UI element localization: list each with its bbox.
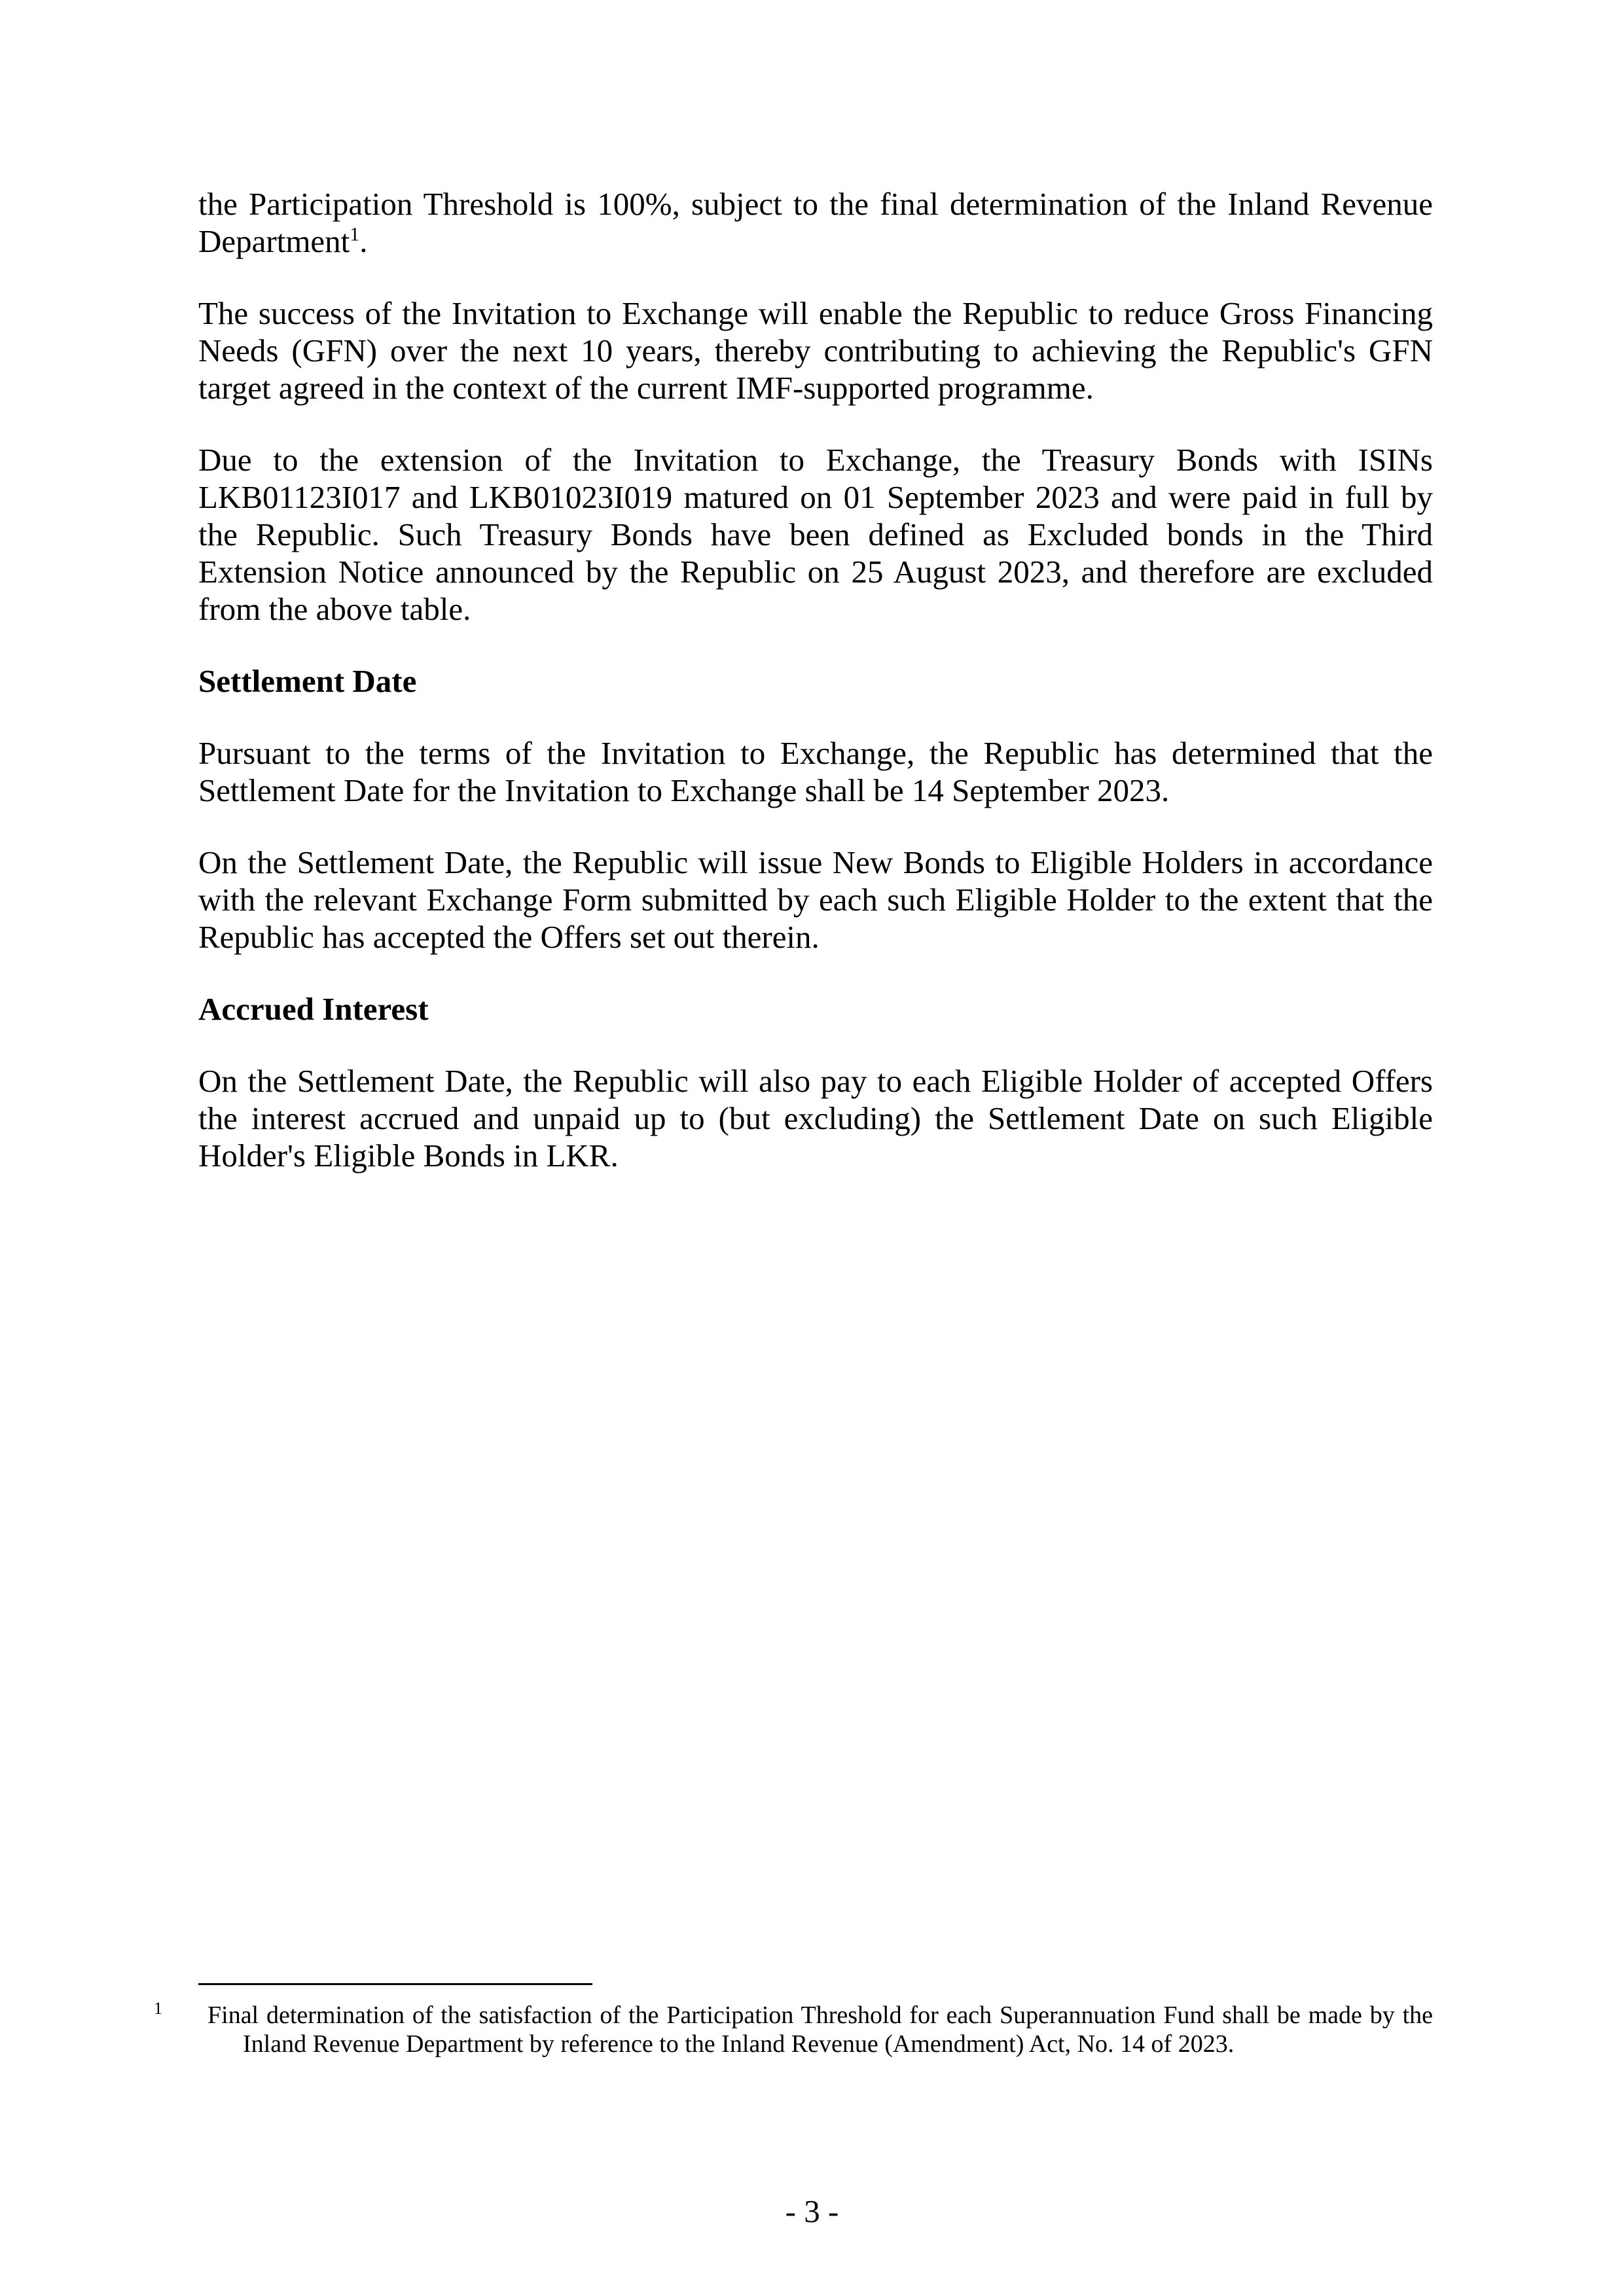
footnote-text: Final determination of the satisfaction of the Participation Threshold for each Superannuation Fund shall be made by the Inland Revenue Department by reference to the Inland Revenue (Amendment) Act, No. 14 of 2023. <box>208 2001 1433 2058</box>
paragraph-accrued-interest: On the Settlement Date, the Republic will also pay to each Eligible Holder of accepted Offers the interest accrued and unpaid up to (but excluding) the Settlement Date on such Eligible Holder's Eligible Bonds in LKR. <box>198 1063 1433 1174</box>
paragraph-text: the Participation Threshold is 100%, subject to the final determination of the Inland Revenue Department <box>198 186 1433 259</box>
paragraph-excluded-bonds: Due to the extension of the Invitation to Exchange, the Treasury Bonds with ISINs LKB01123I017 and LKB01023I019 matured on 01 September 2023 and were paid in full by the Republic. Such Treasury Bonds have been defined as Excluded bonds in the Third Extension Notice announced by the Republic on 25 August 2023, and therefore are excluded from the above table. <box>198 442 1433 627</box>
document-body <box>198 185 1433 1209</box>
paragraph-end: . <box>359 223 368 259</box>
paragraph-participation-threshold <box>198 185 1433 260</box>
page-number: - 3 - <box>785 2193 839 2229</box>
footnote-reference[interactable]: 1 <box>350 223 360 245</box>
footnote-body: 1 Final determination of the satisfaction of the Participation Threshold for each Superannuation Fund shall be made by the Inland Revenue Department by reference to the Inland Revenue (Amendment) Act, No. 14 of 2023. <box>154 1999 1433 2058</box>
heading-accrued-interest: Accrued Interest <box>198 991 429 1027</box>
heading-settlement-date: Settlement Date <box>198 663 417 699</box>
footnote-divider <box>198 1983 592 1985</box>
paragraph-new-bonds-issue: On the Settlement Date, the Republic will issue New Bonds to Eligible Holders in accordance with the relevant Exchange Form submitted by each such Eligible Holder to the extent that the Republic has accepted the Offers set out therein. <box>198 844 1433 955</box>
footnote <box>154 1999 1433 2058</box>
paragraph-settlement-date: Pursuant to the terms of the Invitation to Exchange, the Republic has determined that the Settlement Date for the Invitation to Exchange shall be 14 September 2023. <box>198 735 1433 808</box>
paragraph-gfn: The success of the Invitation to Exchange will enable the Republic to reduce Gross Financing Needs (GFN) over the next 10 years, thereby contributing to achieving the Republic's GFN target agreed in the context of the current IMF-supported programme. <box>198 295 1433 406</box>
